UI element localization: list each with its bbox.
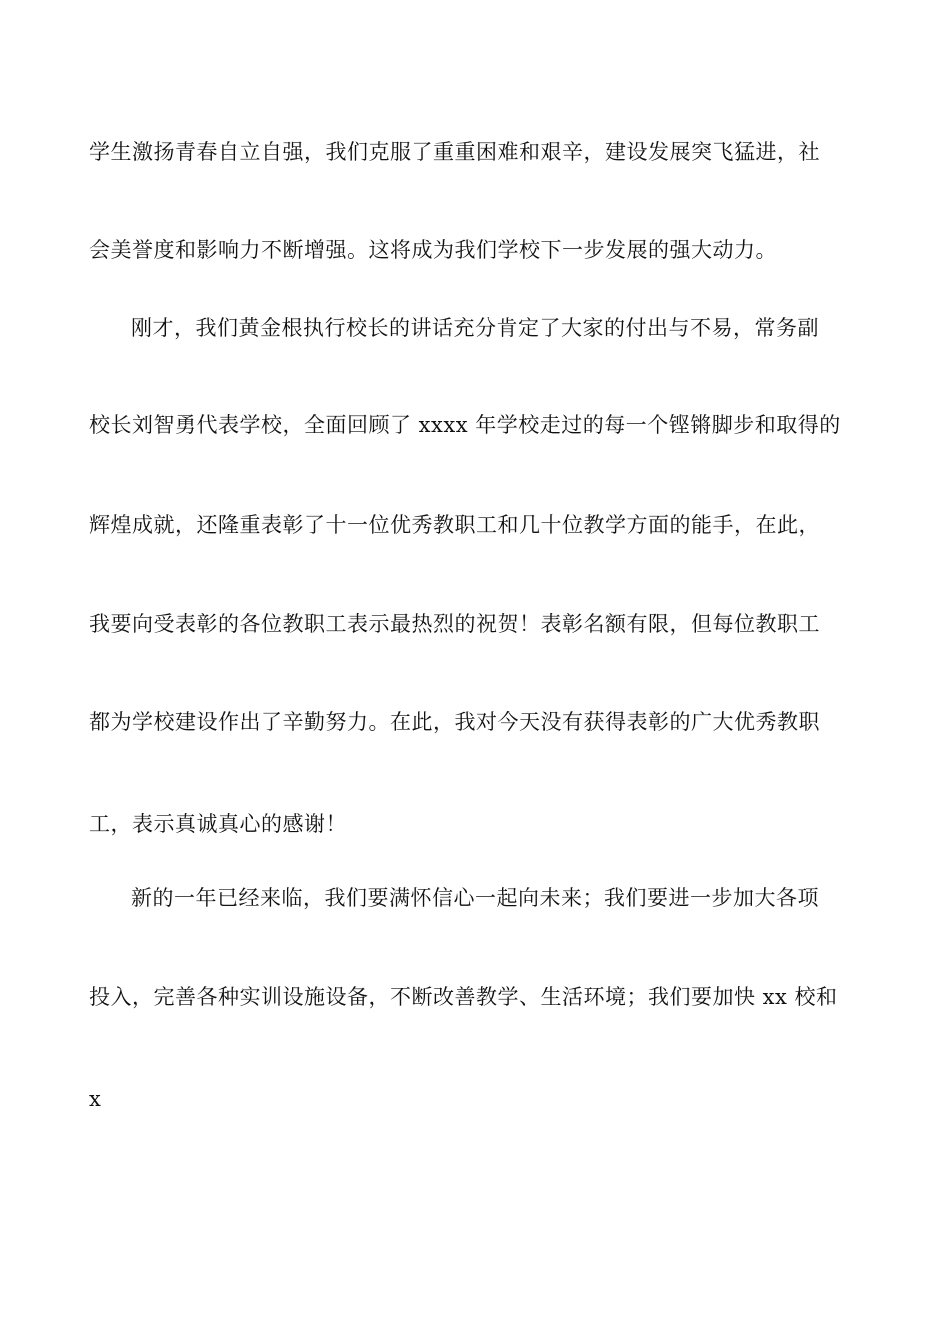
text-line-11: x bbox=[89, 1087, 102, 1111]
text-line-4: 校长刘智勇代表学校，全面回顾了 xxxx 年学校走过的每一个铿锵脚步和取得的 bbox=[89, 413, 841, 437]
text-line-5: 辉煌成就，还隆重表彰了十一位优秀教职工和几十位教学方面的能手，在此， bbox=[89, 513, 820, 537]
text-line-10: 投入，完善各种实训设施设备，不断改善教学、生活环境；我们要加快 xx 校和 bbox=[89, 985, 838, 1009]
paragraph-start-line: 新的一年已经来临，我们要满怀信心一起向未来；我们要进一步加大各项 bbox=[131, 886, 819, 910]
text-line-2: 会美誉度和影响力不断增强。这将成为我们学校下一步发展的强大动力。 bbox=[89, 238, 777, 262]
paragraph-start-line: 刚才，我们黄金根执行校长的讲话充分肯定了大家的付出与不易，常务副 bbox=[131, 316, 819, 340]
text-line-6: 我要向受表彰的各位教职工表示最热烈的祝贺！表彰名额有限，但每位教职工 bbox=[89, 612, 820, 636]
text-line-8: 工，表示真诚真心的感谢！ bbox=[89, 812, 347, 836]
text-line-7: 都为学校建设作出了辛勤努力。在此，我对今天没有获得表彰的广大优秀教职 bbox=[89, 710, 820, 734]
text-line-1: 学生激扬青春自立自强，我们克服了重重困难和艰辛，建设发展突飞猛进，社 bbox=[89, 140, 820, 164]
